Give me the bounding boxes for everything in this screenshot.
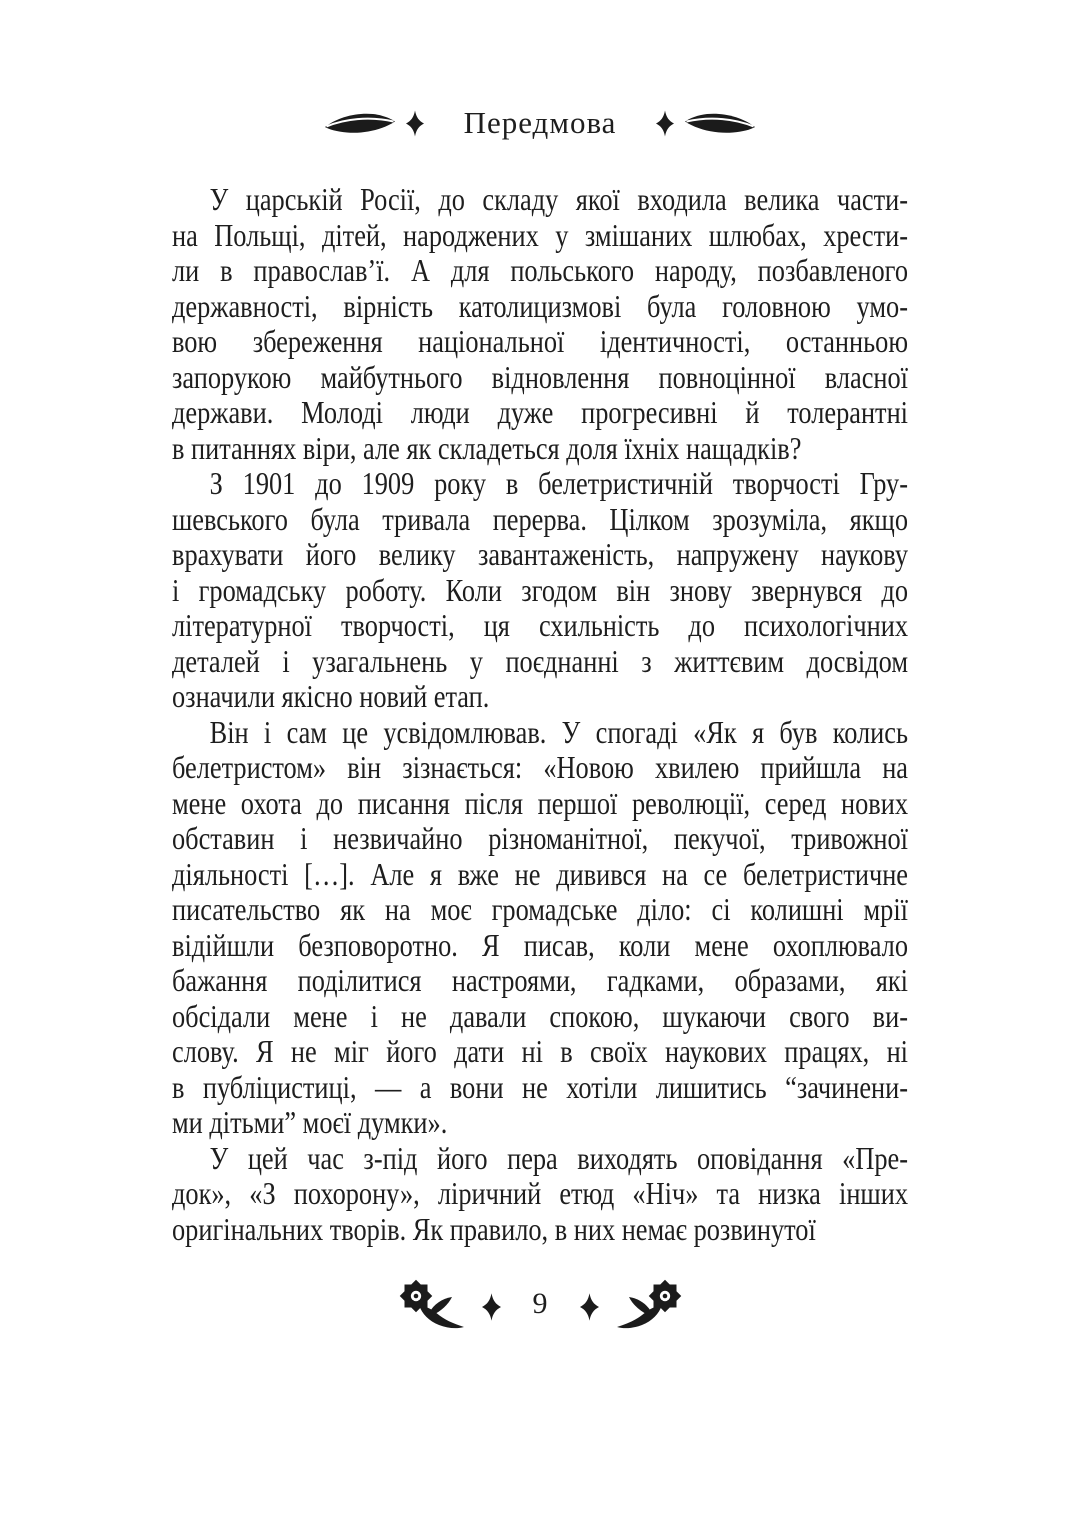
- chapter-title: Передмова: [463, 105, 617, 140]
- text-line: на Польщі, дітей, народжених у змішаних шлюбах, хрести-: [172, 217, 908, 253]
- text-line: оригінальних творів. Як правило, в них немає розвинутої: [172, 1211, 816, 1247]
- paragraph: [172, 182, 908, 466]
- text-line: белетристом» він зізнається: «Новою хвилею прийшла на: [172, 750, 908, 785]
- text-line: державності, вірність католицизмові була головною умо-: [172, 288, 908, 324]
- text-line: Він і сам це усвідомлював. У спогаді «Як я був колись: [209, 714, 908, 750]
- four-pointed-star-icon: [656, 110, 674, 137]
- paragraph: [172, 1141, 908, 1248]
- text-column: [172, 182, 908, 1247]
- text-line: слову. Я не міг його дати ні в своїх наукових працях, ні: [172, 1034, 908, 1069]
- text-line: запорукою майбутнього відновлення повноцінної власної: [172, 359, 908, 395]
- text-line: ли в православ’ї. А для польського народу, позбавленого: [172, 253, 908, 288]
- text-line: в публіцистиці, — а вони не хотіли лишитись “зачинени-: [172, 1069, 908, 1105]
- text-line: док», «З похорону», ліричний етюд «Ніч» та низка інших: [172, 1176, 908, 1211]
- chapter-header: [0, 100, 1080, 146]
- text-line: писательство як на моє громадське діло: сі колишні мрії: [172, 892, 908, 927]
- text-line: в питаннях віри, але як складеться доля їхніх нащадків?: [172, 430, 802, 466]
- text-line: У царській Росії, до складу якої входила велика части-: [209, 182, 908, 217]
- text-line: бажання поділитися настроями, гадками, образами, які: [172, 963, 908, 998]
- text-line: обсідали мене і не давали спокою, шукаючи свого ви-: [172, 998, 908, 1034]
- text-line: У цей час з-під його пера виходять оповідання «Пре-: [209, 1140, 908, 1176]
- text-line: літературної творчості, ця схильність до психологічних: [172, 608, 908, 643]
- leaf-ornament-right-icon: [684, 110, 756, 136]
- page-footer: [0, 1277, 1080, 1337]
- paragraph: [172, 466, 908, 715]
- four-pointed-star-icon: [580, 1293, 599, 1321]
- text-line: обставин і незвичайно різноманітної, пекучої, тривожної: [172, 821, 908, 856]
- page-number: 9: [532, 1287, 548, 1320]
- text-line: шевського була тривала перерва. Цілком зрозуміла, якщо: [172, 501, 908, 537]
- text-line: діяльності […]. Але я вже не дивився на се белетристичне: [172, 856, 908, 892]
- text-line: означили якісно новий етап.: [172, 679, 490, 714]
- leaf-ornament-left-icon: [324, 110, 396, 136]
- text-line: вою збереження національної ідентичності, останньою: [172, 324, 908, 359]
- text-line: і громадську роботу. Коли згодом він знову звернувся до: [172, 572, 908, 608]
- body-text: [172, 182, 908, 1247]
- book-page: [0, 100, 1080, 1540]
- flower-sprig-ornament-right-icon: [615, 1279, 685, 1335]
- text-line: врахувати його велику завантаженість, напружену наукову: [172, 537, 908, 572]
- text-line: держави. Молоді люди дуже прогресивні й толерантні: [172, 395, 908, 430]
- four-pointed-star-icon: [482, 1293, 501, 1321]
- text-line: ми дітьми” моєї думки».: [172, 1105, 448, 1140]
- flower-sprig-ornament-left-icon: [396, 1279, 466, 1335]
- four-pointed-star-icon: [406, 110, 424, 137]
- text-line: відійшли безповоротно. Я писав, коли мене охоплювало: [172, 927, 908, 963]
- paragraph: [172, 715, 908, 1141]
- text-line: мене охота до писання після першої революції, серед нових: [172, 785, 908, 821]
- text-line: З 1901 до 1909 року в белетристичній творчості Гру-: [209, 466, 908, 501]
- text-line: деталей і узагальнень у поєднанні з життєвим досвідом: [172, 643, 908, 679]
